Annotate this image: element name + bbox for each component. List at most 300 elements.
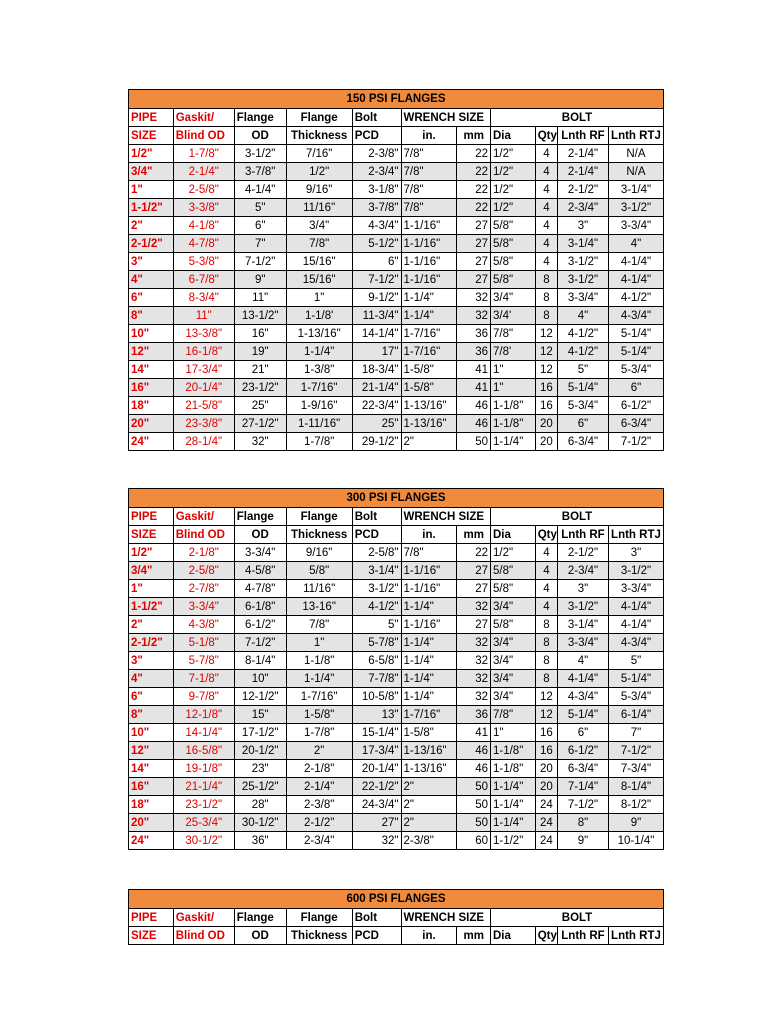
table-cell: 6-3/4"	[608, 415, 663, 433]
table-cell: 1-7/16"	[401, 706, 457, 724]
table-cell: 27-1/2"	[234, 415, 286, 433]
table-cell: 46	[457, 760, 491, 778]
header-pipe: PIPE	[129, 909, 174, 927]
table-row	[129, 379, 664, 397]
header-wrench-mm: mm	[457, 526, 491, 544]
table-cell: 1/2"	[490, 199, 535, 217]
table-cell: 5-1/4"	[608, 325, 663, 343]
table-cell: 16"	[129, 379, 174, 397]
header-size: SIZE	[129, 127, 174, 145]
table-cell: 25-1/2"	[234, 778, 286, 796]
table-cell: 30-1/2"	[234, 814, 286, 832]
table-row	[129, 253, 664, 271]
table-cell: 21"	[234, 361, 286, 379]
table-cell: 8-1/4"	[234, 652, 286, 670]
table-cell: 12	[535, 325, 557, 343]
table-row	[129, 562, 664, 580]
table-cell: 9"	[558, 832, 609, 850]
table-cell: 1-13/16"	[401, 760, 457, 778]
table-cell: 3"	[608, 544, 663, 562]
table-cell: 8-1/2"	[608, 796, 663, 814]
table-cell: 3-1/2"	[558, 271, 609, 289]
table-cell: 1-7/16"	[286, 688, 352, 706]
table-cell: 8	[535, 307, 557, 325]
table-row	[129, 796, 664, 814]
table-cell: 1-1/16"	[401, 562, 457, 580]
table-cell: 7/8"	[401, 199, 457, 217]
table-cell: 7/8"	[401, 145, 457, 163]
table-cell: 46	[457, 742, 491, 760]
table-cell: 4-1/4"	[608, 598, 663, 616]
table-cell: 3-7/8"	[234, 163, 286, 181]
table-cell: 20	[535, 415, 557, 433]
table-cell: 8	[535, 652, 557, 670]
header-dia: Dia	[490, 127, 535, 145]
table-cell: 9"	[608, 814, 663, 832]
table-cell: 12	[535, 343, 557, 361]
table-cell: 6"	[234, 217, 286, 235]
table-cell: 27	[457, 271, 491, 289]
table-cell: 1-13/16"	[286, 325, 352, 343]
table-cell: 4"	[129, 670, 174, 688]
table-cell: 1"	[129, 580, 174, 598]
header-wrench-in: in.	[401, 927, 457, 945]
table-cell: 1-7/16"	[286, 379, 352, 397]
table-cell: 6-1/2"	[558, 742, 609, 760]
flange-table-2	[128, 889, 664, 945]
table-row	[129, 289, 664, 307]
table-cell: 1-1/2"	[490, 832, 535, 850]
table-cell: 24"	[129, 832, 174, 850]
table-cell: 1-1/16"	[401, 217, 457, 235]
header-od: OD	[234, 526, 286, 544]
table-cell: 4	[535, 580, 557, 598]
table-cell: 1-1/4"	[401, 598, 457, 616]
table-row	[129, 397, 664, 415]
table-cell: 12	[535, 688, 557, 706]
table-row	[129, 199, 664, 217]
table-cell: 2-1/4"	[286, 778, 352, 796]
table-cell: N/A	[608, 163, 663, 181]
table-cell: 4"	[558, 307, 609, 325]
table-cell: 27	[457, 235, 491, 253]
table-cell: 4-1/8"	[173, 217, 234, 235]
header-lnth-rf: Lnth RF	[558, 127, 609, 145]
table-cell: 2-1/2"	[129, 634, 174, 652]
table-cell: 10-5/8"	[352, 688, 401, 706]
table-cell: 17-3/4"	[352, 742, 401, 760]
table-cell: 18"	[129, 796, 174, 814]
header-bolt: BOLT	[490, 508, 663, 526]
header-qty: Qty	[535, 927, 557, 945]
table-row	[129, 778, 664, 796]
table-cell: 12	[535, 361, 557, 379]
table-cell: 22	[457, 544, 491, 562]
table-cell: 1-1/16"	[401, 235, 457, 253]
table-cell: 2-1/2"	[558, 181, 609, 199]
header-qty: Qty	[535, 526, 557, 544]
table-cell: 5-3/4"	[558, 397, 609, 415]
table-cell: 2-3/4"	[558, 199, 609, 217]
table-cell: 11/16"	[286, 199, 352, 217]
table-cell: 1-7/8"	[286, 433, 352, 451]
table-cell: 6-3/4"	[558, 433, 609, 451]
table-cell: 2-1/2"	[129, 235, 174, 253]
table-cell: 46	[457, 397, 491, 415]
table-cell: 24	[535, 832, 557, 850]
table-cell: 50	[457, 778, 491, 796]
table-row	[129, 544, 664, 562]
table-cell: 4-1/4"	[608, 616, 663, 634]
table-cell: 5/8"	[490, 235, 535, 253]
table-cell: 1"	[286, 634, 352, 652]
header-lnth-rf: Lnth RF	[558, 927, 609, 945]
table-cell: 1-1/4"	[401, 634, 457, 652]
table-cell: 3-3/4"	[608, 217, 663, 235]
table-cell: 7-1/2"	[352, 271, 401, 289]
table-cell: 41	[457, 379, 491, 397]
flange-table-1	[128, 488, 664, 850]
table-row	[129, 706, 664, 724]
table-cell: 2-3/4"	[286, 832, 352, 850]
header-thickness-2: Thickness	[286, 127, 352, 145]
table-cell: 2-5/8"	[352, 544, 401, 562]
table-cell: 21-1/4"	[173, 778, 234, 796]
table-cell: 22	[457, 199, 491, 217]
table-cell: 2-3/8"	[286, 796, 352, 814]
table-cell: 7/8"	[401, 163, 457, 181]
table-cell: 8-3/4"	[173, 289, 234, 307]
table-cell: 4-1/4"	[234, 181, 286, 199]
table-cell: 6-5/8"	[352, 652, 401, 670]
header-lnth-rtj: Lnth RTJ	[608, 927, 663, 945]
table-cell: 1"	[490, 361, 535, 379]
table-cell: 4	[535, 562, 557, 580]
table-cell: 8	[535, 670, 557, 688]
table-cell: 11"	[234, 289, 286, 307]
table-cell: N/A	[608, 145, 663, 163]
table-cell: 3-1/4"	[608, 181, 663, 199]
table-cell: 8	[535, 616, 557, 634]
table-cell: 9-7/8"	[173, 688, 234, 706]
table-cell: 4-1/4"	[608, 271, 663, 289]
table-cell: 17-1/2"	[234, 724, 286, 742]
table-cell: 15"	[234, 706, 286, 724]
table-cell: 7/8"	[286, 235, 352, 253]
table-cell: 4-1/2"	[608, 289, 663, 307]
table-cell: 29-1/2"	[352, 433, 401, 451]
table-cell: 5/8"	[490, 253, 535, 271]
table-row	[129, 742, 664, 760]
table-row	[129, 325, 664, 343]
table-cell: 4	[535, 598, 557, 616]
table-cell: 1-13/16"	[401, 742, 457, 760]
table-cell: 11-3/4"	[352, 307, 401, 325]
header-size: SIZE	[129, 526, 174, 544]
table-cell: 1/2"	[490, 181, 535, 199]
table-cell: 20-1/2"	[234, 742, 286, 760]
table-cell: 4	[535, 181, 557, 199]
table-cell: 6-7/8"	[173, 271, 234, 289]
table-cell: 3-1/4"	[558, 235, 609, 253]
table-cell: 15/16"	[286, 253, 352, 271]
header-bolt-pcd: Bolt	[352, 909, 401, 927]
table-cell: 15/16"	[286, 271, 352, 289]
table-cell: 24	[535, 814, 557, 832]
header-lnth-rtj: Lnth RTJ	[608, 526, 663, 544]
table-cell: 4-1/2"	[352, 598, 401, 616]
table-cell: 24	[535, 796, 557, 814]
table-title: 300 PSI FLANGES	[129, 489, 664, 508]
table-cell: 2-1/8"	[173, 544, 234, 562]
table-cell: 13-3/8"	[173, 325, 234, 343]
table-cell: 50	[457, 433, 491, 451]
table-cell: 1-1/4"	[490, 778, 535, 796]
table-cell: 1-1/16"	[401, 580, 457, 598]
table-cell: 7/8"	[401, 181, 457, 199]
table-cell: 7-1/2"	[608, 742, 663, 760]
table-cell: 6"	[129, 688, 174, 706]
table-cell: 3/4"	[490, 670, 535, 688]
table-cell: 5/8"	[490, 580, 535, 598]
table-cell: 13-1/2"	[234, 307, 286, 325]
table-cell: 32	[457, 289, 491, 307]
table-cell: 16"	[129, 778, 174, 796]
table-cell: 7-1/2"	[234, 253, 286, 271]
table-cell: 2-3/4"	[558, 562, 609, 580]
table-cell: 10"	[129, 724, 174, 742]
table-cell: 6"	[129, 289, 174, 307]
table-cell: 9/16"	[286, 544, 352, 562]
table-cell: 4-1/4"	[558, 670, 609, 688]
table-cell: 5/8"	[490, 271, 535, 289]
table-cell: 41	[457, 724, 491, 742]
table-cell: 5-3/4"	[608, 361, 663, 379]
table-cell: 3-1/2"	[234, 145, 286, 163]
table-cell: 19-1/8"	[173, 760, 234, 778]
table-cell: 6"	[352, 253, 401, 271]
table-cell: 7/16"	[286, 145, 352, 163]
table-cell: 1-1/8"	[490, 415, 535, 433]
header-flange-od: Flange	[234, 909, 286, 927]
table-cell: 21-5/8"	[173, 397, 234, 415]
table-cell: 1-1/8"	[490, 397, 535, 415]
table-cell: 20	[535, 433, 557, 451]
table-cell: 30-1/2"	[173, 832, 234, 850]
header-bolt-pcd: Bolt	[352, 508, 401, 526]
table-row	[129, 415, 664, 433]
table-cell: 4	[535, 217, 557, 235]
header-qty: Qty	[535, 127, 557, 145]
table-cell: 1-1/4"	[490, 814, 535, 832]
table-cell: 8	[535, 634, 557, 652]
table-cell: 1-1/4"	[490, 433, 535, 451]
table-cell: 5-7/8"	[352, 634, 401, 652]
table-cell: 23"	[234, 760, 286, 778]
table-cell: 5-1/4"	[608, 670, 663, 688]
table-cell: 7"	[234, 235, 286, 253]
table-cell: 4-1/2"	[558, 325, 609, 343]
table-cell: 3-3/8"	[173, 199, 234, 217]
header-pcd: PCD	[352, 927, 401, 945]
table-cell: 4	[535, 544, 557, 562]
table-cell: 25-3/4"	[173, 814, 234, 832]
table-cell: 7-1/2"	[608, 433, 663, 451]
table-cell: 2"	[401, 778, 457, 796]
table-cell: 1/2"	[129, 544, 174, 562]
table-cell: 1-1/8"	[490, 760, 535, 778]
table-cell: 3-1/4"	[558, 616, 609, 634]
table-cell: 1/2"	[490, 544, 535, 562]
table-cell: 2-3/4"	[352, 163, 401, 181]
table-cell: 1-1/16"	[401, 271, 457, 289]
table-cell: 1-5/8"	[401, 724, 457, 742]
table-cell: 6-1/4"	[608, 706, 663, 724]
table-cell: 14"	[129, 361, 174, 379]
table-cell: 9"	[234, 271, 286, 289]
table-cell: 12"	[129, 742, 174, 760]
table-cell: 6-3/4"	[558, 760, 609, 778]
table-cell: 16"	[234, 325, 286, 343]
table-cell: 1/2"	[490, 145, 535, 163]
table-cell: 12	[535, 706, 557, 724]
table-cell: 3-3/4"	[234, 544, 286, 562]
table-cell: 22-3/4"	[352, 397, 401, 415]
table-title: 600 PSI FLANGES	[129, 890, 664, 909]
table-cell: 2-3/8"	[352, 145, 401, 163]
table-cell: 1-1/4"	[401, 289, 457, 307]
table-cell: 5"	[608, 652, 663, 670]
table-cell: 3-1/2"	[352, 580, 401, 598]
table-cell: 1-1/4"	[286, 343, 352, 361]
table-cell: 5-3/4"	[608, 688, 663, 706]
header-pcd: PCD	[352, 526, 401, 544]
header-wrench-mm: mm	[457, 927, 491, 945]
table-cell: 22	[457, 181, 491, 199]
header-pipe: PIPE	[129, 109, 174, 127]
table-cell: 22-1/2"	[352, 778, 401, 796]
table-cell: 2"	[401, 814, 457, 832]
table-cell: 8-1/4"	[608, 778, 663, 796]
table-cell: 2"	[129, 616, 174, 634]
table-row	[129, 832, 664, 850]
table-cell: 13-16"	[286, 598, 352, 616]
table-cell: 7"	[608, 724, 663, 742]
table-cell: 1-1/4"	[401, 652, 457, 670]
table-cell: 32"	[352, 832, 401, 850]
table-cell: 3-3/4"	[558, 634, 609, 652]
table-cell: 1-1/8"	[490, 742, 535, 760]
table-cell: 1"	[129, 181, 174, 199]
table-cell: 7-1/2"	[234, 634, 286, 652]
header-flange-od: Flange	[234, 109, 286, 127]
table-cell: 4-7/8"	[173, 235, 234, 253]
table-cell: 36	[457, 325, 491, 343]
table-cell: 1"	[490, 724, 535, 742]
table-cell: 6"	[558, 724, 609, 742]
header-bolt: BOLT	[490, 909, 663, 927]
table-title: 150 PSI FLANGES	[129, 90, 664, 109]
table-cell: 1-1/4"	[490, 796, 535, 814]
table-cell: 2"	[286, 742, 352, 760]
table-cell: 7/8"	[490, 706, 535, 724]
header-wrench-size: WRENCH SIZE	[401, 909, 490, 927]
table-cell: 6-1/2"	[234, 616, 286, 634]
table-cell: 3/4"	[129, 163, 174, 181]
table-cell: 4"	[558, 652, 609, 670]
table-cell: 23-3/8"	[173, 415, 234, 433]
table-cell: 1-13/16"	[401, 397, 457, 415]
table-cell: 3-7/8"	[352, 199, 401, 217]
table-cell: 16	[535, 742, 557, 760]
table-cell: 4	[535, 199, 557, 217]
header-size: SIZE	[129, 927, 174, 945]
table-cell: 2"	[401, 433, 457, 451]
table-cell: 10-1/4"	[608, 832, 663, 850]
table-cell: 32"	[234, 433, 286, 451]
header-wrench-size: WRENCH SIZE	[401, 109, 490, 127]
table-cell: 2-1/4"	[558, 145, 609, 163]
table-cell: 2"	[401, 796, 457, 814]
header-blind-od: Blind OD	[173, 127, 234, 145]
table-cell: 1-1/4"	[401, 670, 457, 688]
table-cell: 1"	[490, 379, 535, 397]
header-wrench-in: in.	[401, 127, 457, 145]
table-row	[129, 217, 664, 235]
table-cell: 10"	[234, 670, 286, 688]
table-cell: 16	[535, 379, 557, 397]
table-cell: 4	[535, 163, 557, 181]
table-cell: 2-5/8"	[173, 181, 234, 199]
table-cell: 4-5/8"	[234, 562, 286, 580]
table-cell: 5/8"	[490, 562, 535, 580]
table-cell: 50	[457, 796, 491, 814]
table-cell: 3"	[558, 580, 609, 598]
table-cell: 27	[457, 580, 491, 598]
table-cell: 32	[457, 670, 491, 688]
table-row	[129, 580, 664, 598]
table-cell: 3/4"	[286, 217, 352, 235]
table-row	[129, 814, 664, 832]
table-cell: 1/2"	[286, 163, 352, 181]
header-blind-od: Blind OD	[173, 526, 234, 544]
table-row	[129, 724, 664, 742]
table-cell: 4	[535, 145, 557, 163]
table-row	[129, 688, 664, 706]
table-cell: 3-1/2"	[608, 199, 663, 217]
header-flange-od: Flange	[234, 508, 286, 526]
table-cell: 3-3/4"	[608, 580, 663, 598]
table-cell: 12-1/2"	[234, 688, 286, 706]
table-cell: 60	[457, 832, 491, 850]
table-cell: 6-1/2"	[608, 397, 663, 415]
table-cell: 2-1/4"	[173, 163, 234, 181]
table-row	[129, 145, 664, 163]
table-cell: 7/8'	[490, 343, 535, 361]
table-cell: 20"	[129, 415, 174, 433]
table-cell: 4-7/8"	[234, 580, 286, 598]
table-cell: 3-1/8"	[352, 181, 401, 199]
table-cell: 1-5/8"	[401, 379, 457, 397]
table-cell: 4-1/4"	[608, 253, 663, 271]
table-cell: 32	[457, 652, 491, 670]
table-cell: 7-1/4"	[558, 778, 609, 796]
table-cell: 7-7/8"	[352, 670, 401, 688]
table-cell: 41	[457, 361, 491, 379]
table-cell: 22	[457, 145, 491, 163]
table-cell: 7/8"	[490, 325, 535, 343]
table-row	[129, 634, 664, 652]
